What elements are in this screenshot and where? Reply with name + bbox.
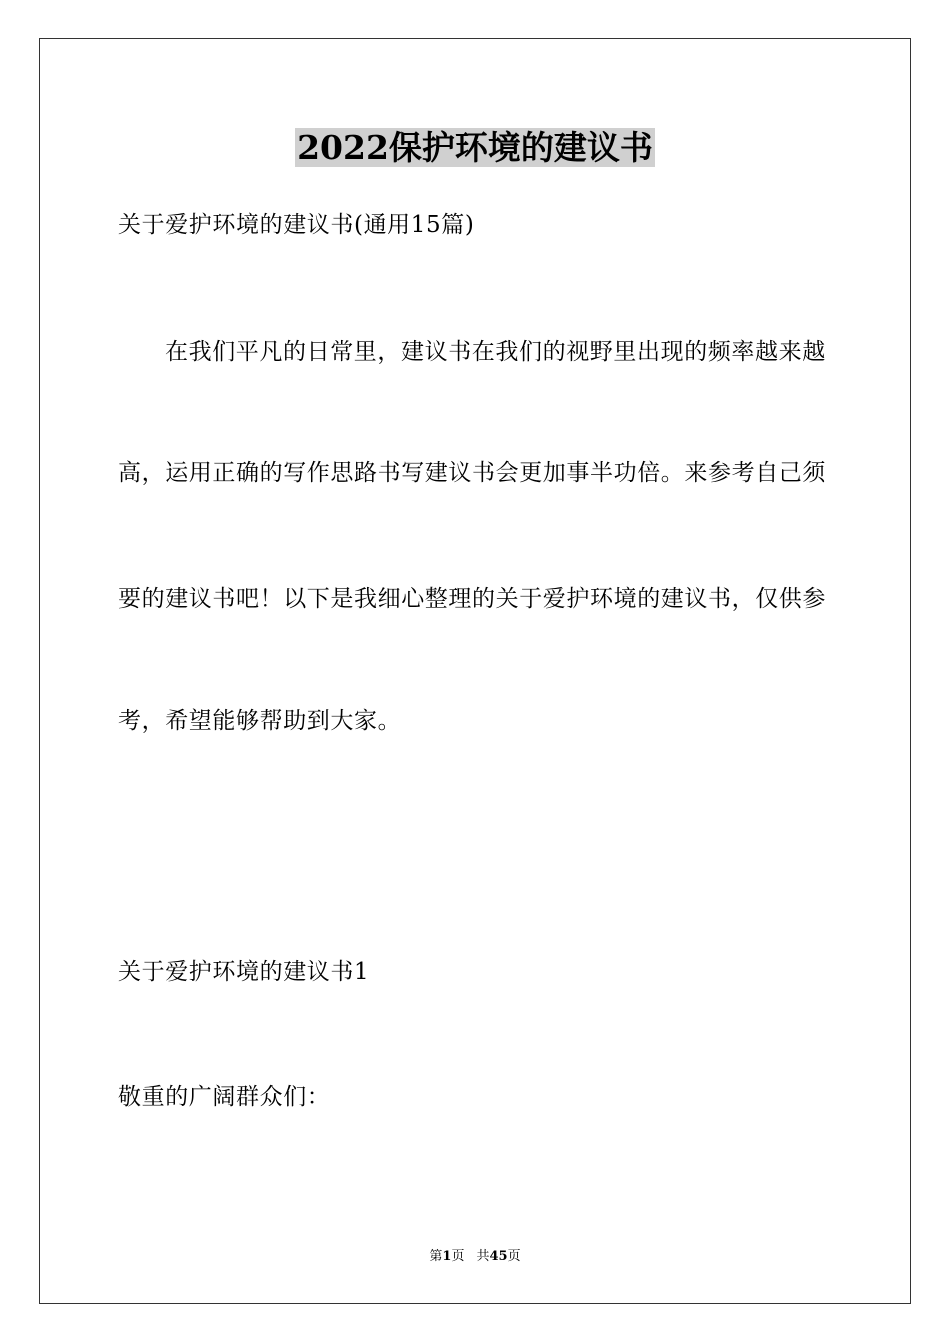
document-subtitle: 关于爱护环境的建议书(通用15篇) — [118, 212, 475, 238]
intro-line-4: 考，希望能够帮助到大家。 — [118, 708, 402, 734]
document-title-text: 2022保护环境的建议书 — [297, 128, 653, 167]
document-title — [0, 128, 950, 168]
footer-page-prefix: 第 — [429, 1249, 443, 1264]
salutation: 敬重的广阔群众们： — [118, 1084, 331, 1110]
section-heading: 关于爱护环境的建议书1 — [118, 959, 370, 985]
intro-line-2: 高，运用正确的写作思路书写建议书会更加事半功倍。来参考自己须 — [118, 460, 826, 486]
footer-total-suffix: 页 — [507, 1249, 521, 1264]
page-footer — [0, 1248, 950, 1266]
intro-line-3: 要的建议书吧！以下是我细心整理的关于爱护环境的建议书，仅供参 — [118, 586, 826, 612]
footer-total-pages: 45 — [489, 1249, 508, 1264]
footer-total-prefix: 共 — [476, 1249, 490, 1264]
footer-page-number: 1 — [442, 1249, 452, 1264]
footer-page-suffix: 页 — [451, 1249, 465, 1264]
intro-line-1: 在我们平凡的日常里，建议书在我们的视野里出现的频率越来越 — [165, 339, 826, 365]
